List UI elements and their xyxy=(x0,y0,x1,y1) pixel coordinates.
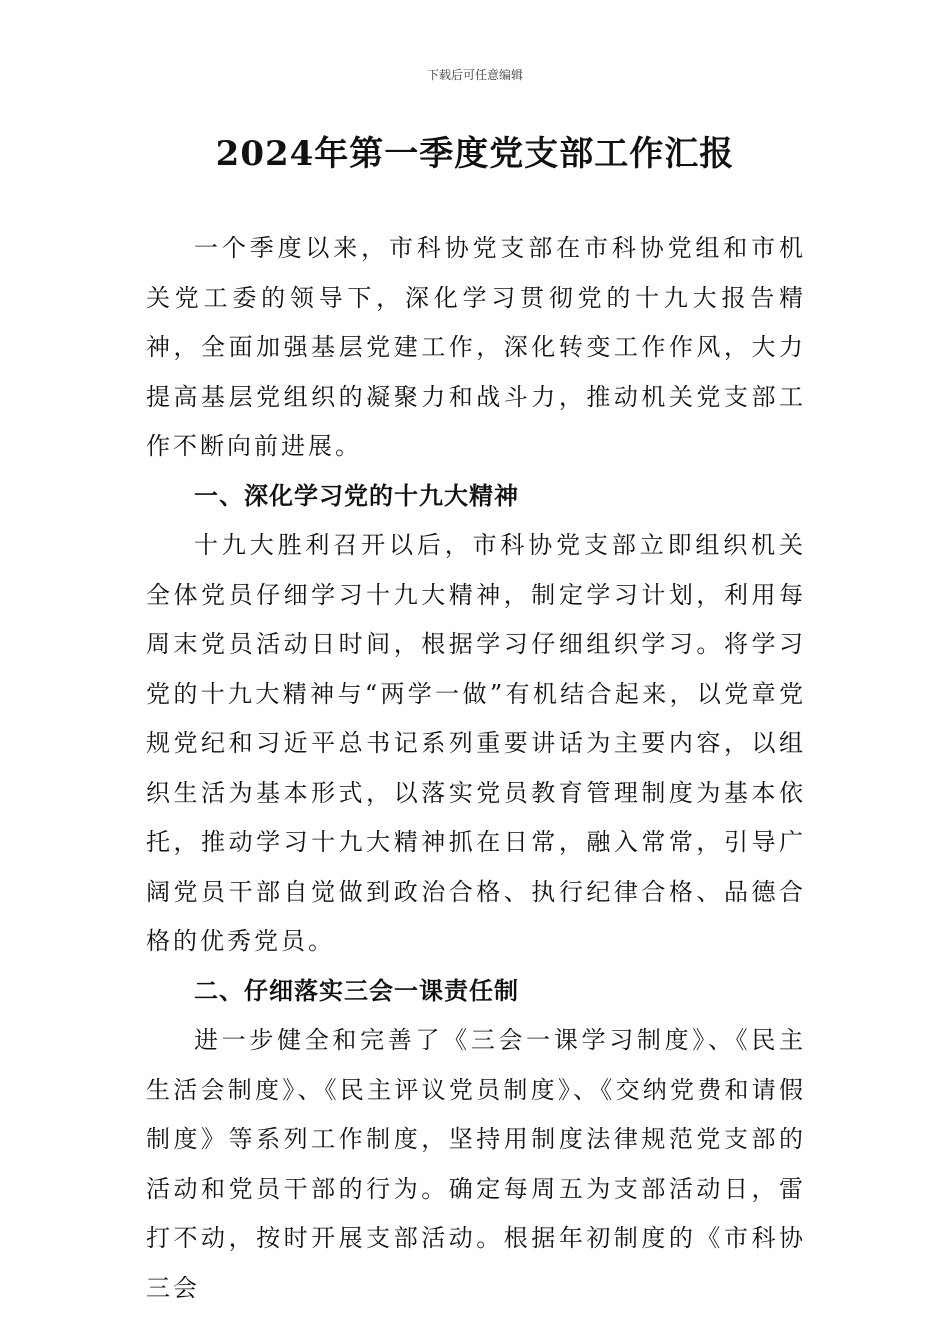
section-2-paragraph: 进一步健全和完善了《三会一课学习制度》、《民主生活会制度》、《民主评议党员制度》、《交纳党费和请假制度》等系列工作制度，坚持用制度法律规范党支部的活动和党员干部的行为。确定每周五为支部活动日，雷打不动，按时开展支部活动。根据年初制度的《市科协三会 xyxy=(146,1026,806,1302)
section-heading-1: 一、深化学习党的十九大精神 xyxy=(194,481,519,510)
header-note: 下载后可任意编辑 xyxy=(426,68,523,82)
intro-paragraph: 一个季度以来，市科协党支部在市科协党组和市机关党工委的领导下，深化学习贯彻党的十九大报告精神，全面加强基层党建工作，深化转变工作作风，大力提高基层党组织的凝聚力和战斗力，推动机关党支部工作不断向前进展。 xyxy=(146,234,806,460)
section-1-paragraph: 十九大胜利召开以后，市科协党支部立即组织机关全体党员仔细学习十九大精神，制定学习计划，利用每周末党员活动日时间，根据学习仔细组织学习。将学习党的十九大精神与“两学一做”有机结合起来，以党章党规党纪和习近平总书记系列重要讲话为主要内容，以组织生活为基本形式，以落实党员教育管理制度为基本依托，推动学习十九大精神抓在日常，融入常常，引导广阔党员干部自觉做到政治合格、执行纪律合格、品德合格的优秀党员。 xyxy=(146,531,806,955)
section-heading-2: 二、仔细落实三会一课责任制 xyxy=(194,976,519,1005)
document-title: 2024年第一季度党支部工作汇报 xyxy=(215,134,735,174)
document-body xyxy=(146,224,806,1313)
